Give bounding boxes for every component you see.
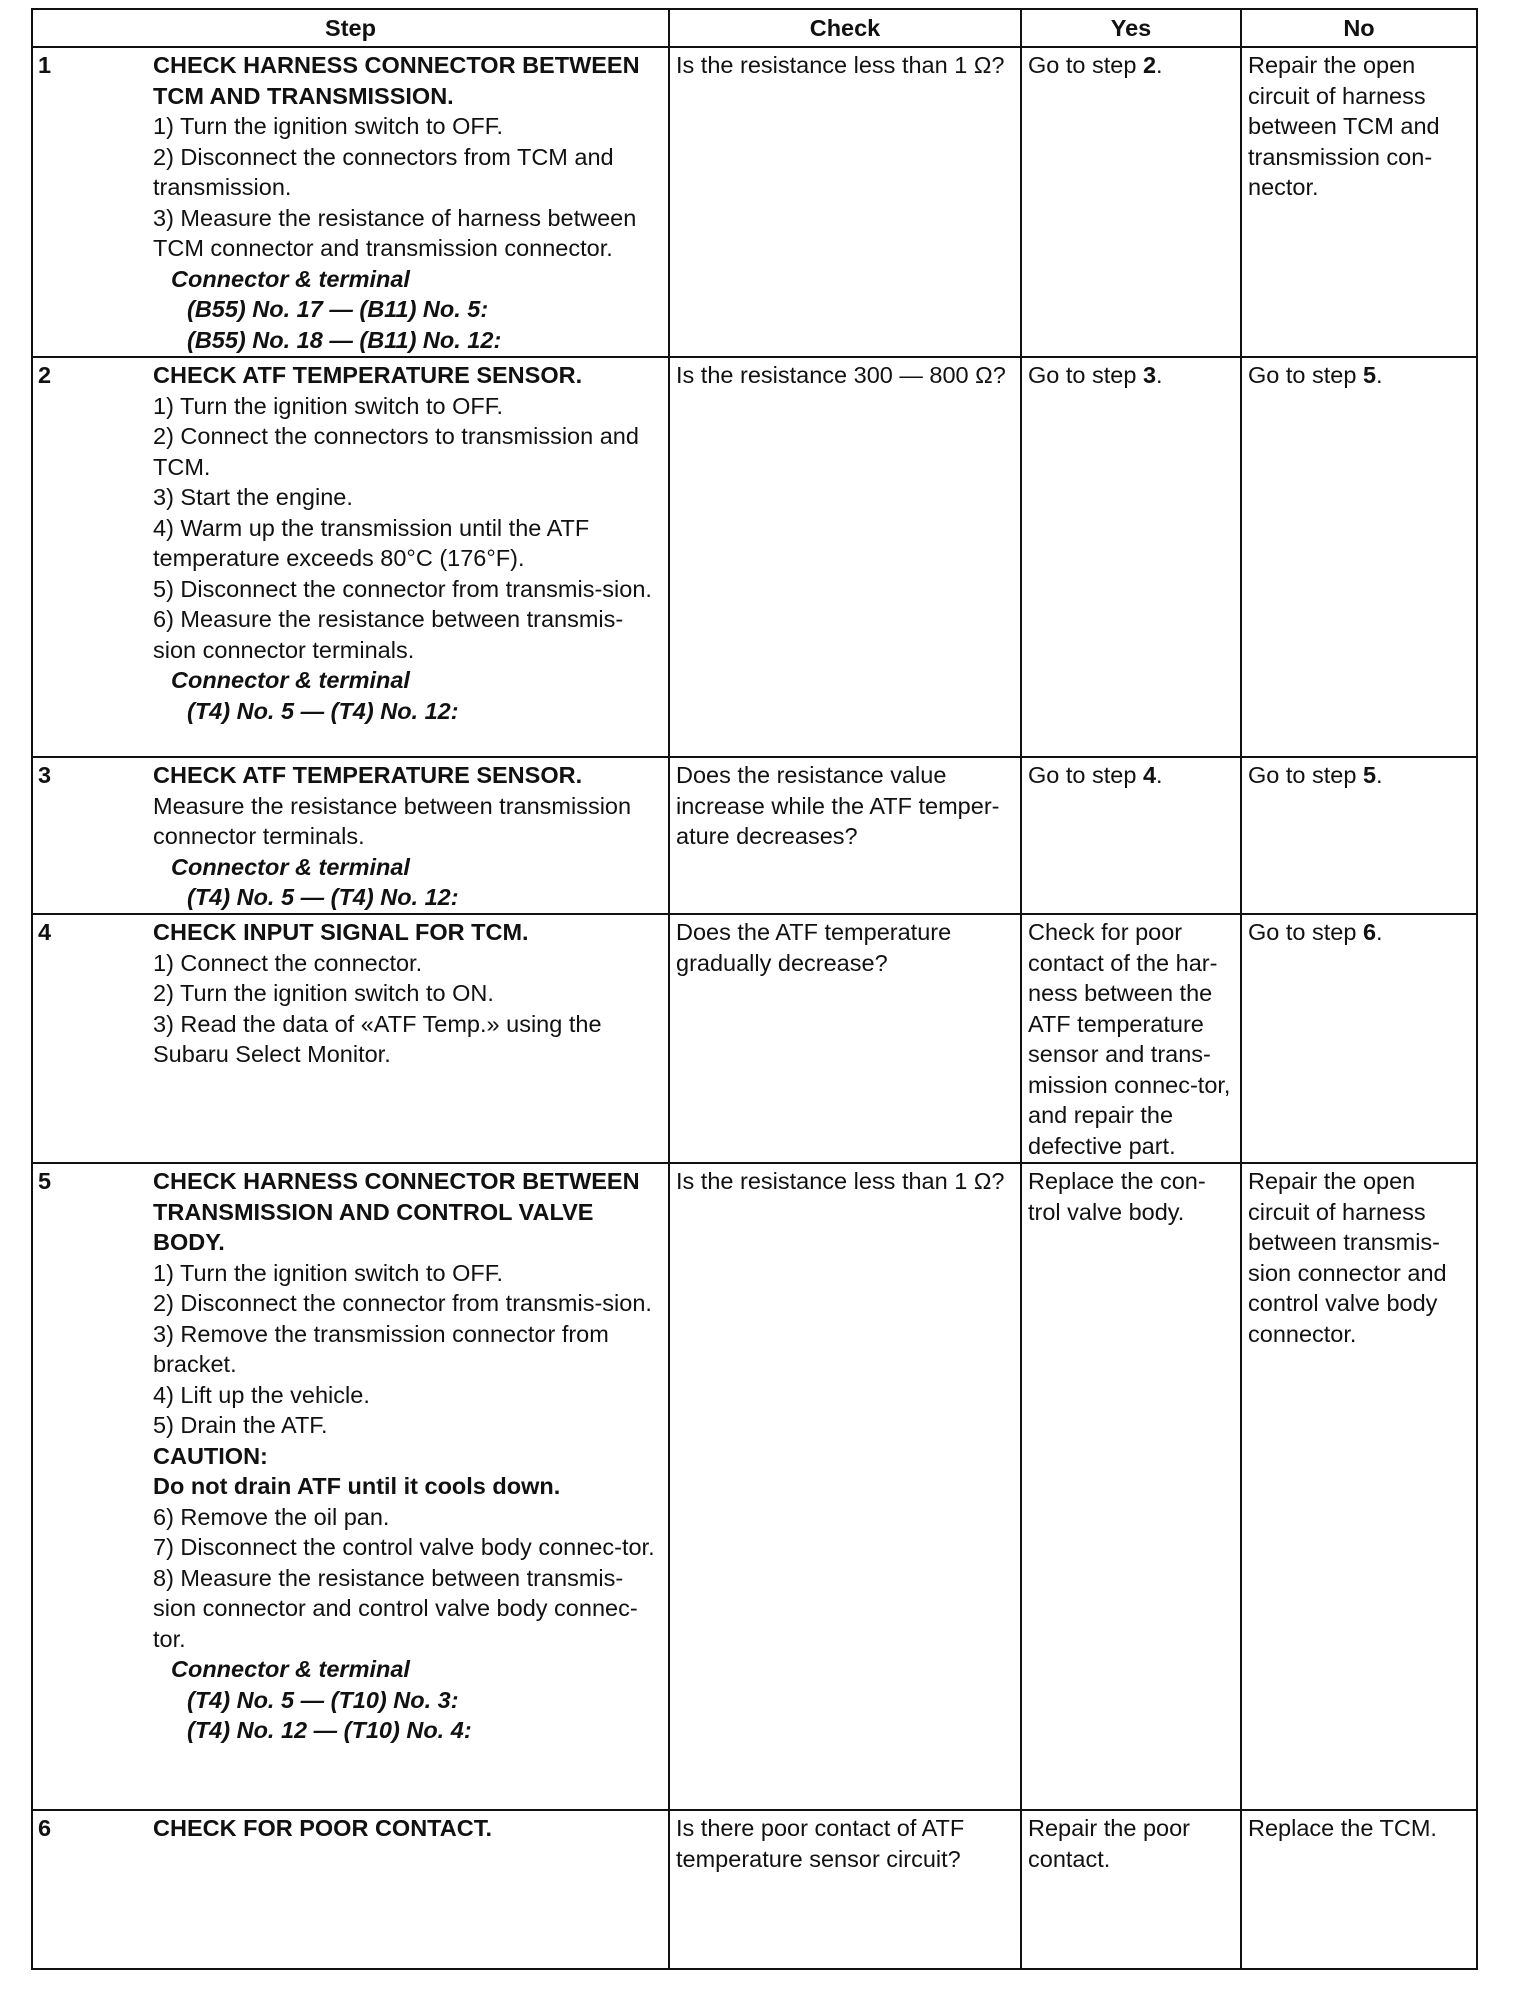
check-question: Does the ATF temperature gradually decrease? [669, 914, 1021, 1163]
step-number: 5 [32, 1163, 153, 1810]
no-text-end: . [1376, 919, 1383, 945]
step-procedure [153, 47, 669, 357]
no-text-end: . [1376, 762, 1383, 788]
connector-heading: Connector & terminal [171, 853, 410, 880]
step-number: 4 [32, 914, 153, 1163]
instruction-line: 2) Disconnect the connector from transmis-sion. [153, 1290, 652, 1316]
yes-action [1021, 47, 1241, 357]
step-number: 6 [32, 1810, 153, 1969]
no-action [1241, 914, 1477, 1163]
instruction-line: 1) Connect the connector. [153, 949, 423, 976]
connector-terminal: (T4) No. 5 — (T4) No. 12: [187, 884, 459, 910]
check-question: Is there poor contact of ATF temperature sensor circuit? [669, 1810, 1021, 1969]
step-title: CHECK FOR POOR CONTACT. [153, 1815, 493, 1841]
yes-action [1021, 914, 1241, 1163]
check-question: Is the resistance 300 — 800 Ω? [669, 357, 1021, 757]
instruction-line: 4) Warm up the transmission until the ATF temperature exceeds 80°C (176°F). [153, 514, 590, 571]
check-question: Is the resistance less than 1 Ω? [669, 47, 1021, 357]
instruction-line: 5) Drain the ATF. [153, 1412, 328, 1438]
caution-line: Do not drain ATF until it cools down. [153, 1473, 561, 1499]
no-step-number: 5 [1362, 762, 1377, 788]
yes-text: Replace the con-trol valve body. [1028, 1168, 1206, 1225]
no-text: Go to step [1248, 919, 1363, 945]
instruction-line: 3) Measure the resistance of harness between TCM connector and transmission connector. [153, 204, 637, 261]
header-yes: Yes [1021, 9, 1241, 47]
step-number: 1 [32, 47, 153, 357]
instruction-line: 1) Turn the ignition switch to OFF. [153, 113, 504, 139]
instruction-line: 4) Lift up the vehicle. [153, 1381, 370, 1408]
instruction-line: 2) Disconnect the connectors from TCM and transmission. [153, 143, 614, 200]
yes-text: Go to step [1028, 762, 1143, 788]
step-title: CHECK ATF TEMPERATURE SENSOR. [153, 362, 583, 388]
no-action [1241, 357, 1477, 757]
table-row [32, 1163, 1477, 1810]
step-title: CHECK ATF TEMPERATURE SENSOR. [153, 762, 583, 788]
yes-action [1021, 1810, 1241, 1969]
no-action [1241, 1163, 1477, 1810]
no-step-number: 5 [1362, 362, 1377, 388]
instruction-line: 2) Connect the connectors to transmission and TCM. [153, 423, 639, 480]
no-step-number: 6 [1362, 919, 1377, 945]
header-step: Step [32, 9, 669, 47]
diagnostic-table [31, 8, 1478, 1970]
instruction-line: 5) Disconnect the connector from transmis-sion. [153, 575, 652, 602]
yes-step-number: 4 [1142, 762, 1157, 788]
yes-text: Check for poor contact of the har-ness between the ATF temperature sensor and trans-mission connec-tor, and repair the defective part. [1028, 919, 1231, 1159]
connector-heading: Connector & terminal [171, 1656, 410, 1682]
step-title: CHECK HARNESS CONNECTOR BETWEEN TCM AND TRANSMISSION. [153, 52, 640, 109]
yes-text: Repair the poor contact. [1028, 1815, 1190, 1872]
header-no: No [1241, 9, 1477, 47]
connector-terminal: (T4) No. 5 — (T4) No. 12: [187, 697, 459, 724]
instruction-line: 2) Turn the ignition switch to ON. [153, 980, 494, 1006]
table-row [32, 757, 1477, 914]
connector-terminal: (B55) No. 18 — (B11) No. 12: [187, 326, 502, 353]
step-title: CHECK HARNESS CONNECTOR BETWEEN TRANSMISSION AND CONTROL VALVE BODY. [153, 1168, 640, 1255]
step-procedure [153, 1810, 669, 1969]
no-text: Repair the open circuit of harness between TCM and transmission con-nector. [1248, 52, 1440, 200]
no-action [1241, 1810, 1477, 1969]
step-number: 2 [32, 357, 153, 757]
caution-line: CAUTION: [153, 1442, 268, 1469]
step-title: CHECK INPUT SIGNAL FOR TCM. [153, 919, 529, 945]
no-text: Go to step [1248, 762, 1363, 788]
header-row [32, 9, 1477, 47]
step-procedure [153, 1163, 669, 1810]
no-text: Repair the open circuit of harness between transmis-sion connector and control valve body connector. [1248, 1168, 1447, 1347]
instruction-line: 3) Read the data of «ATF Temp.» using the Subaru Select Monitor. [153, 1010, 602, 1067]
no-action [1241, 47, 1477, 357]
yes-text-end: . [1156, 362, 1163, 388]
header-check: Check [669, 9, 1021, 47]
yes-text: Go to step [1028, 362, 1143, 388]
yes-step-number: 3 [1142, 362, 1157, 388]
yes-text-end: . [1156, 52, 1163, 78]
check-question: Does the resistance value increase while the ATF temper-ature decreases? [669, 757, 1021, 914]
instruction-line: 7) Disconnect the control valve body connec-tor. [153, 1534, 655, 1560]
step-procedure [153, 757, 669, 914]
instruction-line: 8) Measure the resistance between transmis-sion connector and control valve body connec-tor. [153, 1564, 638, 1652]
connector-heading: Connector & terminal [171, 265, 410, 292]
yes-action [1021, 757, 1241, 914]
table-row [32, 914, 1477, 1163]
yes-text: Go to step [1028, 52, 1143, 78]
yes-text-end: . [1156, 762, 1163, 788]
connector-heading: Connector & terminal [171, 667, 410, 693]
instruction-line: 3) Remove the transmission connector from bracket. [153, 1320, 609, 1377]
yes-action [1021, 357, 1241, 757]
instruction-line: 3) Start the engine. [153, 484, 353, 510]
table-row [32, 1810, 1477, 1969]
step-number: 3 [32, 757, 153, 914]
step-procedure [153, 357, 669, 757]
instruction-line: Measure the resistance between transmission connector terminals. [153, 792, 632, 849]
instruction-line: 1) Turn the ignition switch to OFF. [153, 1259, 504, 1286]
connector-terminal: (T4) No. 12 — (T10) No. 4: [187, 1717, 472, 1743]
no-text: Replace the TCM. [1248, 1815, 1437, 1841]
yes-action [1021, 1163, 1241, 1810]
table-row [32, 47, 1477, 357]
step-procedure [153, 914, 669, 1163]
connector-terminal: (B55) No. 17 — (B11) No. 5: [187, 296, 489, 322]
table-row [32, 357, 1477, 757]
instruction-line: 1) Turn the ignition switch to OFF. [153, 392, 504, 419]
connector-terminal: (T4) No. 5 — (T10) No. 3: [187, 1686, 459, 1713]
no-text: Go to step [1248, 362, 1363, 388]
yes-step-number: 2 [1142, 52, 1157, 78]
no-text-end: . [1376, 362, 1383, 388]
instruction-line: 6) Measure the resistance between transmis-sion connector terminals. [153, 606, 624, 663]
instruction-line: 6) Remove the oil pan. [153, 1503, 390, 1530]
check-question: Is the resistance less than 1 Ω? [669, 1163, 1021, 1810]
no-action [1241, 757, 1477, 914]
